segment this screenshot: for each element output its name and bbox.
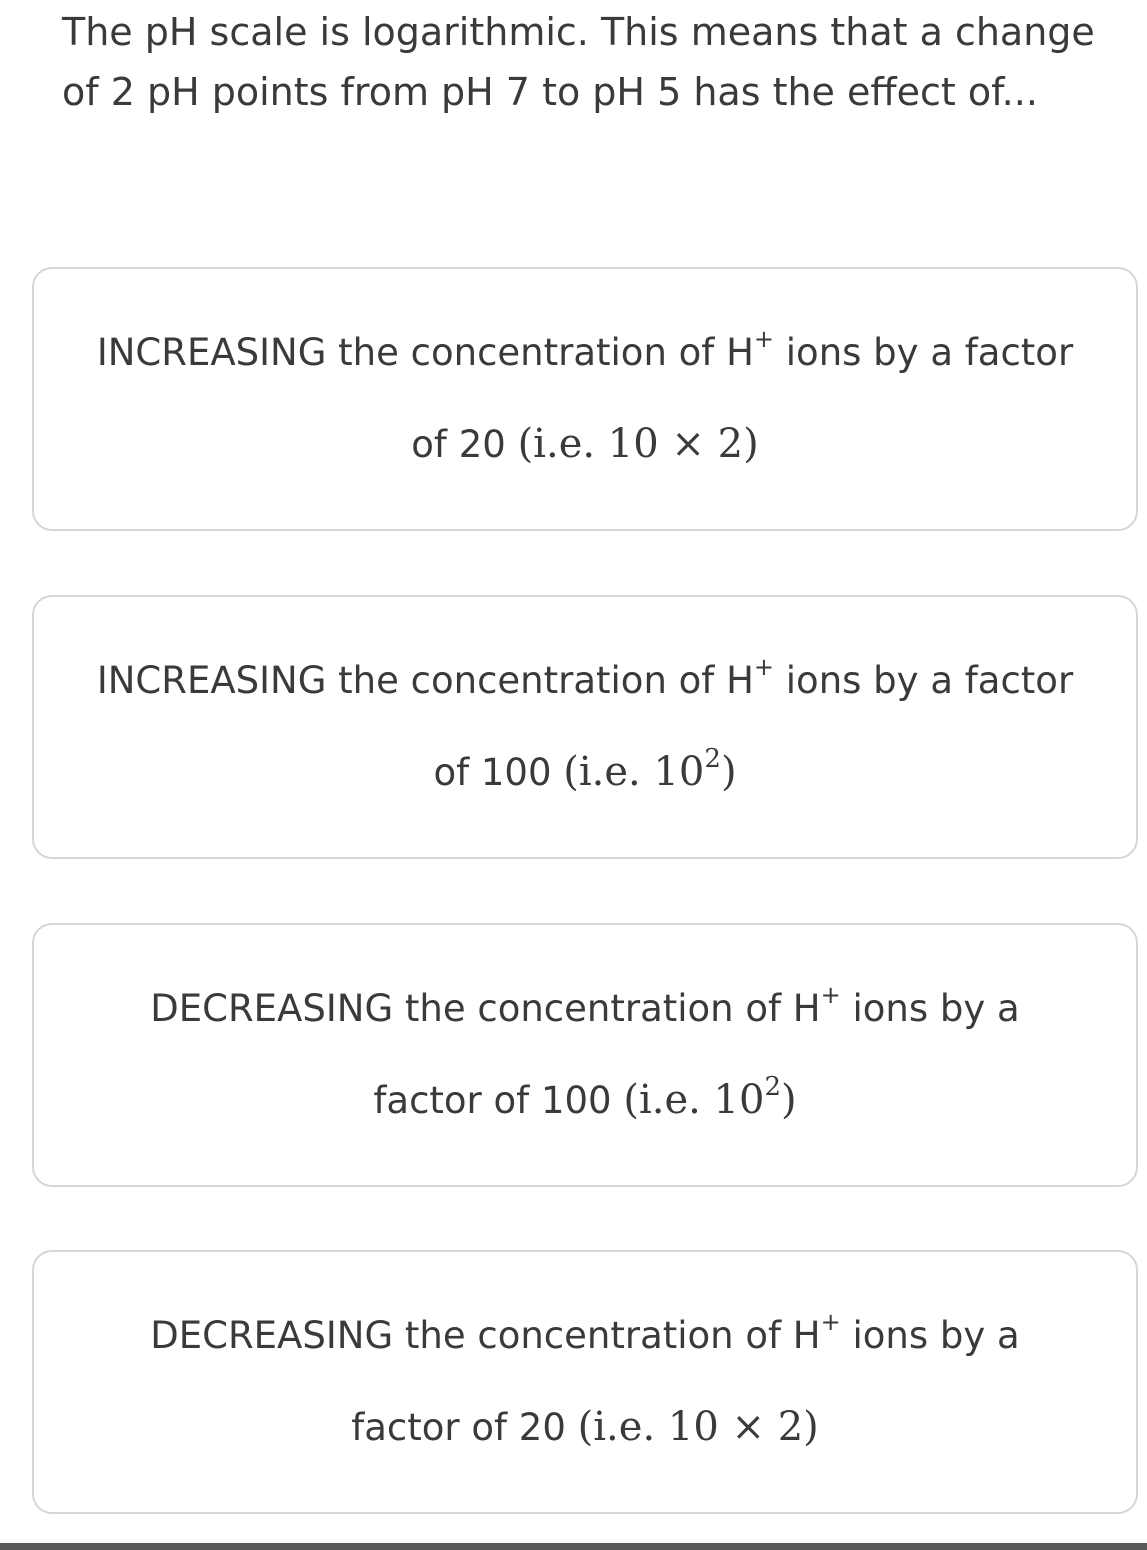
- option-line-2: [34, 744, 1136, 795]
- superscript-plus: +: [753, 653, 775, 681]
- answer-option-4[interactable]: [32, 1250, 1138, 1514]
- math-suffix: ): [720, 749, 737, 795]
- math-prefix: (i.e. 10: [623, 1077, 765, 1123]
- option-line-1: [34, 981, 1136, 1030]
- option-text-suffix: ions by a: [840, 987, 1020, 1030]
- option-math: [563, 744, 737, 795]
- option-text-suffix: ions by a factor: [774, 331, 1074, 374]
- option-line-2: [34, 1404, 1136, 1450]
- option-text: DECREASING the concentration of H: [150, 987, 821, 1030]
- option-factor-text: factor of 100: [373, 1079, 624, 1122]
- option-line-2: [34, 1072, 1136, 1123]
- question-line-1: The pH scale is logarithmic. This means that a change: [62, 10, 1095, 54]
- option-line-2: [34, 421, 1136, 467]
- option-text: DECREASING the concentration of H: [150, 1314, 821, 1357]
- math-exponent: 2: [764, 1072, 782, 1102]
- option-line-1: [34, 653, 1136, 702]
- math-prefix: (i.e. 10: [563, 749, 705, 795]
- option-line-1: [34, 325, 1136, 374]
- option-math: [578, 1404, 819, 1450]
- answer-option-1[interactable]: [32, 267, 1138, 531]
- superscript-plus: +: [820, 981, 841, 1009]
- question-line-2: of 2 pH points from pH 7 to pH 5 has the effect of...: [62, 70, 1038, 114]
- option-factor-text: of 100: [433, 751, 564, 794]
- option-factor-text: of 20: [411, 423, 518, 466]
- option-text-suffix: ions by a: [840, 1314, 1020, 1357]
- math-suffix: ): [781, 1077, 797, 1123]
- question-text: [62, 2, 1122, 122]
- option-text: INCREASING the concentration of H: [96, 331, 754, 374]
- superscript-plus: +: [820, 1308, 841, 1336]
- option-text: INCREASING the concentration of H: [96, 659, 754, 702]
- math-prefix: (i.e. 10 × 2): [517, 421, 759, 467]
- option-math: [623, 1072, 797, 1123]
- math-prefix: (i.e. 10 × 2): [577, 1404, 819, 1450]
- option-line-1: [34, 1308, 1136, 1357]
- math-exponent: 2: [704, 744, 721, 774]
- option-text-suffix: ions by a factor: [774, 659, 1074, 702]
- answer-option-3[interactable]: [32, 923, 1138, 1187]
- bottom-divider: [0, 1543, 1147, 1550]
- option-factor-text: factor of 20: [351, 1406, 578, 1449]
- answer-option-2[interactable]: [32, 595, 1138, 859]
- superscript-plus: +: [753, 325, 775, 353]
- option-math: [518, 421, 759, 467]
